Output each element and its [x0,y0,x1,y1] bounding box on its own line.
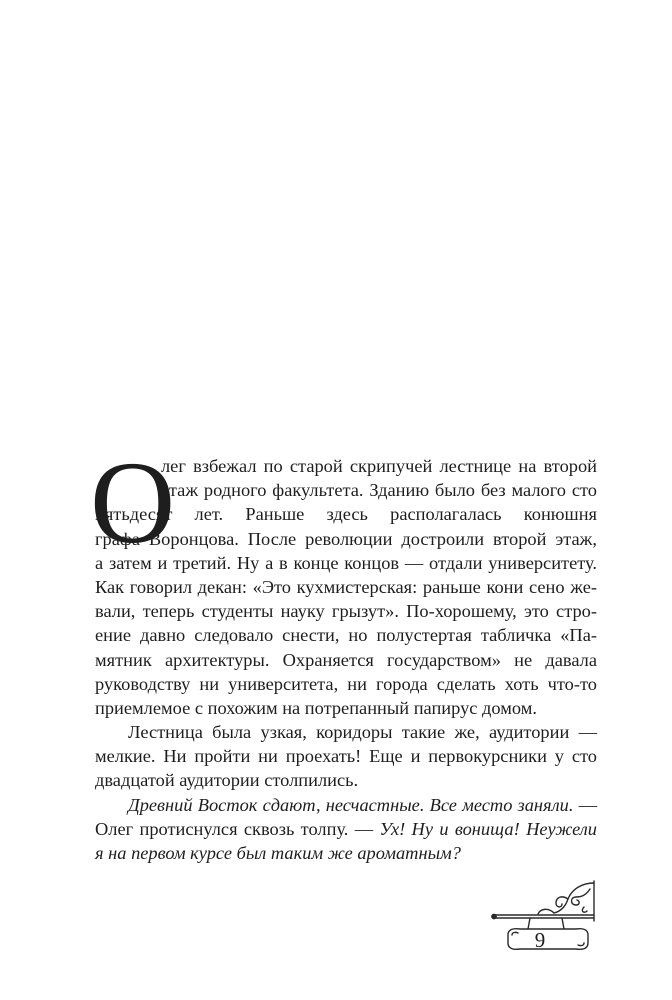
text-line: руководству ни университета, ни города сделать хоть что-то [95,673,597,694]
text-line [95,817,597,841]
text-line [95,793,597,817]
dialogue-italic: Древний Восток сдают, несчастные. Все место заняли. [128,794,574,815]
text-line: Лестница была узкая, коридоры такие же, аудитории — [128,722,597,743]
page-number: 9 [534,928,546,952]
text-line: а затем и третий. Ну а в конце концов — отдали университету. [95,552,597,573]
body-text [90,437,597,865]
drop-cap-letter: О [90,437,176,568]
text-line: мятник архитектуры. Охраняется государством» не давала [95,649,597,670]
dialogue-italic: Ух! Ну и вонища! Неужели [379,818,597,839]
text-line [95,841,597,865]
text-line: графа Воронцова. После революции достроили второй этаж, [95,528,597,549]
text-line: мелкие. Ни пройти ни проехать! Еще и первокурсники у сто [95,746,597,767]
text-line: приемлемое с похожим на потрепанный папирус домом. [95,697,537,718]
text-line: пятьдесят лет. Раньше здесь располагалась конюшня [95,504,597,525]
text-line: этаж родного факультета. Зданию было без малого сто [161,480,597,501]
text-line: вали, теперь студенты науку грызут». По-хорошему, это стро- [95,601,597,622]
text-line: ение давно следовало снести, но полустертая табличка «Па- [95,625,597,646]
text-line: двадцатой аудитории столпились. [95,770,359,791]
dialogue-italic: я на первом курсе был таким же ароматным? [95,843,461,863]
dialogue-plain: — [573,794,597,815]
text-line: Как говорил декан: «Это кухмистерская: раньше кони сено же- [95,576,597,597]
text-line: лег взбежал по старой скрипучей лестнице на второй [161,456,597,476]
dialogue-plain: Олег протиснулся сквозь толпу. — [95,818,380,839]
